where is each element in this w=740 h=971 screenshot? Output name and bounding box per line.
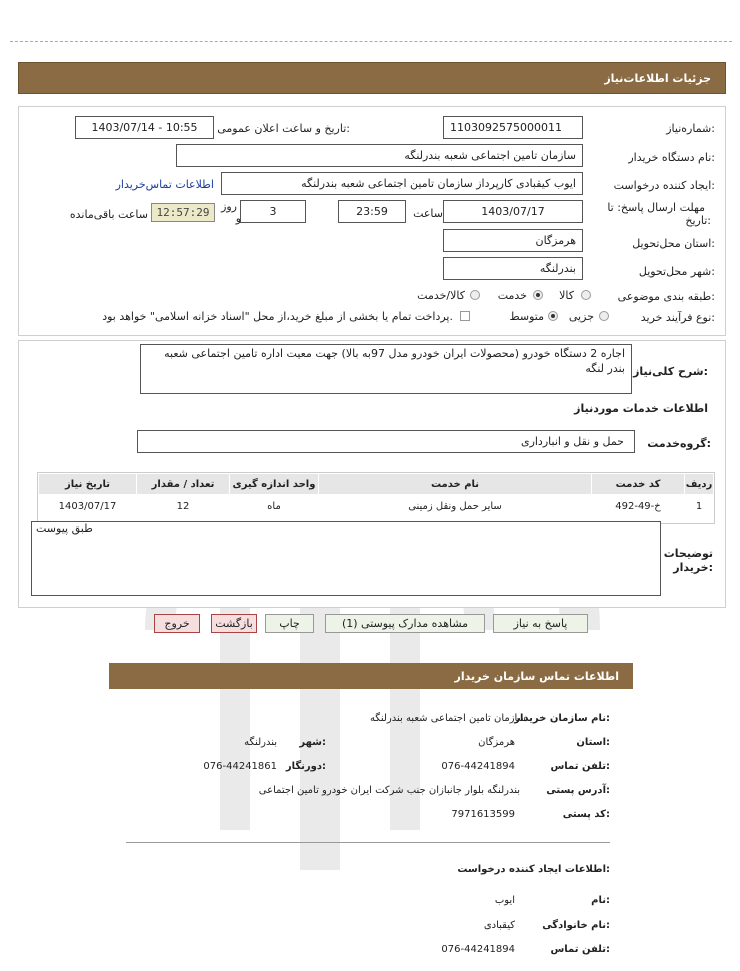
contact-province-label: استان:	[576, 737, 610, 748]
creator-family-value: کیقبادی	[483, 920, 515, 931]
process-minor-radio[interactable]	[599, 311, 609, 321]
services-section-title: اطلاعات خدمات موردنیاز	[574, 402, 708, 415]
creator-phone-label: تلفن تماس:	[550, 944, 610, 955]
process-minor-label: جزیی	[568, 310, 594, 323]
remaining-time-display: 12:57:29	[151, 203, 215, 222]
col-header-date: تاریخ نیاز	[39, 474, 137, 495]
process-medium-radio[interactable]	[548, 311, 558, 321]
deadline-label-2: تاریخ:	[685, 214, 711, 227]
cell-row: 1	[695, 500, 703, 512]
deadline-date-field[interactable]: 1403/07/17	[443, 200, 583, 223]
contact-city-value: بندرلنگه	[244, 737, 277, 748]
back-button[interactable]: بازگشت	[211, 614, 257, 633]
cell-unit: ماه	[267, 500, 281, 512]
buyer-notes-label-2: خریدار:	[673, 561, 713, 574]
contact-phone-label: تلفن تماس:	[550, 761, 610, 772]
process-label: نوع فرآیند خرید:	[640, 311, 715, 324]
cell-code: خ-49-492	[615, 500, 661, 512]
col-header-qty: تعداد / مقدار	[137, 474, 230, 495]
creator-info-title: اطلاعات ایجاد کننده درخواست:	[457, 864, 610, 875]
cell-qty: 12	[176, 500, 190, 512]
category-service-label: خدمت	[497, 289, 527, 302]
contact-address-label: آدرس پستی:	[546, 785, 610, 796]
creator-family-label: نام خانوادگی:	[542, 920, 610, 931]
need-summary-field[interactable]: اجاره 2 دستگاه خودرو (محصولات ایران خودرو مدل 97به بالا) جهت معیت اداره تامین اجتماعی شعبه بندر لنگه	[140, 344, 632, 394]
days-label: روز	[221, 200, 237, 213]
contact-province-value: هرمزگان	[478, 737, 515, 748]
category-both-radio[interactable]	[470, 290, 480, 300]
need-summary-label: شرح کلی‌نیاز:	[633, 365, 708, 378]
category-label: طبقه بندی موضوعی:	[617, 290, 715, 303]
services-table	[38, 473, 714, 517]
contact-postal-value: 7971613599	[451, 809, 515, 820]
service-group-field[interactable]: حمل و نقل و انبارداری	[137, 430, 635, 453]
exit-button[interactable]: خروج	[154, 614, 200, 633]
page-title: جزئیات اطلاعات‌نیاز	[604, 72, 711, 85]
creator-phone-value: 076-44241894	[441, 944, 515, 955]
creator-name-label: نام:	[591, 895, 610, 906]
col-header-unit: واحد اندازه گیری	[230, 474, 319, 495]
col-header-code: کد خدمت	[592, 474, 685, 495]
services-table-container	[37, 472, 715, 524]
contact-fax-value: 076-44241861	[203, 761, 277, 772]
need-number-field[interactable]: 1103092575000011	[443, 116, 583, 139]
table-row	[39, 495, 714, 518]
creator-name-value: ایوب	[494, 895, 515, 906]
need-number-label: شماره‌نیاز:	[666, 122, 715, 135]
deadline-label-1: مهلت ارسال پاسخ: تا	[607, 201, 705, 214]
contact-org-label: نام سازمان خریدار:	[514, 713, 610, 724]
category-service-radio[interactable]	[533, 290, 543, 300]
cell-date: 1403/07/17	[58, 500, 117, 512]
announce-label: تاریخ و ساعت اعلان عمومی:	[217, 122, 350, 135]
buyer-org-field[interactable]: سازمان تامین اجتماعی شعبه بندرلنگه	[176, 144, 583, 167]
buyer-org-label: نام دستگاه خریدار:	[628, 151, 715, 164]
province-label: استان محل‌تحویل:	[632, 237, 715, 250]
creator-field[interactable]: ایوب کیقبادی کارپرداز سازمان تامین اجتماعی شعبه بندرلنگه	[221, 172, 583, 195]
treasury-payment-note: پرداخت تمام یا بخشی از مبلغ خرید،از محل "اسناد خزانه اسلامی" خواهد بود.	[102, 310, 453, 323]
buyer-notes-field[interactable]: طبق پیوست	[31, 521, 661, 596]
deadline-time-field[interactable]: 23:59	[338, 200, 406, 223]
days-and-label: و	[235, 212, 241, 225]
print-button[interactable]: چاپ	[265, 614, 314, 633]
contact-address-value: بندرلنگه بلوار جانبازان جنب شرکت ایران خودرو تامین اجتماعی	[258, 785, 520, 796]
contact-city-label: شهر:	[299, 737, 326, 748]
category-goods-label: کالا	[559, 289, 574, 302]
col-header-name: نام خدمت	[319, 474, 592, 495]
process-medium-label: متوسط	[509, 310, 544, 323]
buyer-contact-link[interactable]: اطلاعات تماس‌خریدار	[115, 178, 214, 191]
contact-phone-value: 076-44241894	[441, 761, 515, 772]
hour-label: ساعت	[413, 207, 443, 220]
buyer-notes-label-1: توضیحات	[663, 547, 713, 560]
contact-fax-label: دورنگار:	[285, 761, 326, 772]
province-field[interactable]: هرمزگان	[443, 229, 583, 252]
col-header-row: ردیف	[685, 474, 714, 495]
reply-button[interactable]: پاسخ به نیاز	[493, 614, 588, 633]
category-goods-radio[interactable]	[581, 290, 591, 300]
cell-name: سایر حمل ونقل زمینی	[408, 500, 502, 512]
city-field[interactable]: بندرلنگه	[443, 257, 583, 280]
category-both-label: کالا/خدمت	[417, 289, 465, 302]
contact-header	[109, 663, 633, 689]
contact-divider	[126, 842, 610, 843]
page-header	[18, 62, 726, 94]
contact-org-value: سازمان تامین اجتماعی شعبه بندرلنگه	[369, 713, 526, 724]
service-group-label: گروه‌خدمت:	[647, 437, 711, 450]
contact-postal-label: کد پستی:	[562, 809, 610, 820]
top-divider	[10, 41, 732, 42]
days-field[interactable]: 3	[240, 200, 306, 223]
city-label: شهر محل‌تحویل:	[638, 265, 715, 278]
view-documents-button[interactable]: مشاهده مدارک پیوستی (1)	[325, 614, 485, 633]
treasury-payment-checkbox[interactable]	[460, 311, 470, 321]
announce-field[interactable]: 1403/07/14 - 10:55	[75, 116, 214, 139]
creator-label: ایجاد کننده درخواست:	[613, 179, 715, 192]
contact-title: اطلاعات تماس سازمان خریدار	[454, 670, 619, 683]
remaining-label: ساعت باقی‌مانده	[69, 208, 148, 221]
